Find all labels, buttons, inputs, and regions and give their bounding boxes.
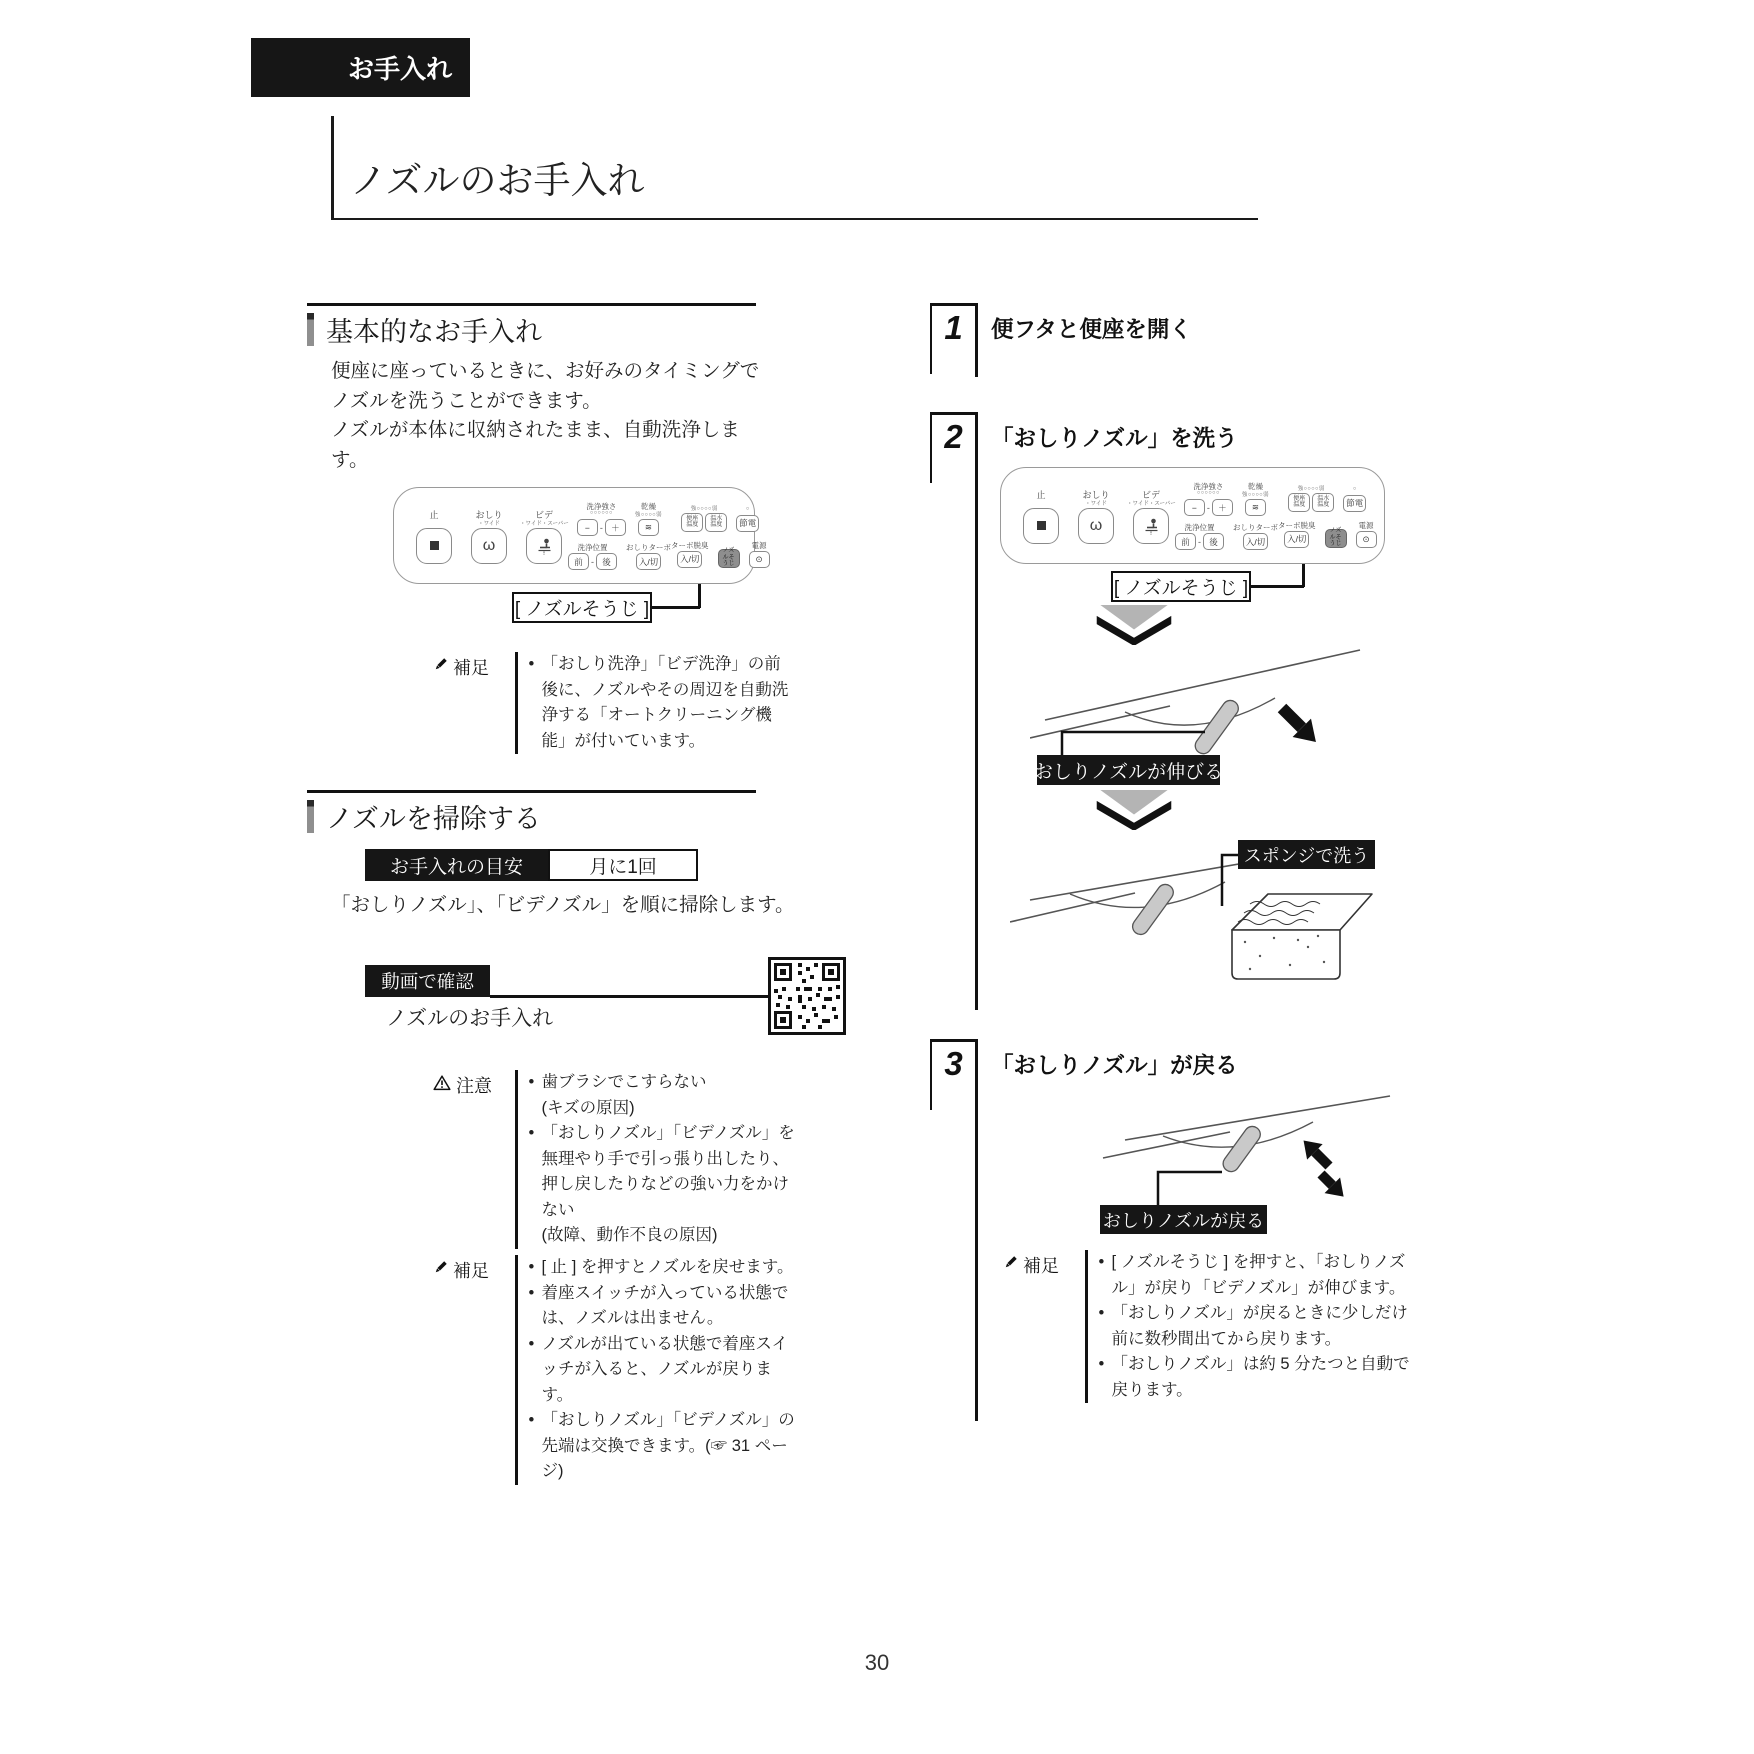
note-item-text: 「おしり洗浄」「ビデ洗浄」の前後に、ノズルやその周辺を自動洗浄する「オートクリーニング機能」が付いています。 — [541, 655, 789, 750]
note-divider — [515, 1255, 518, 1485]
clean-paragraph: 「おしりノズル」、「ビデノズル」を順に掃除します。 — [331, 894, 795, 916]
water-temp-button: 温水温度 — [705, 513, 727, 532]
wash-strength-minus-button: − — [1184, 499, 1205, 516]
note-label: 補足 — [433, 652, 509, 754]
nozzle-extends-label: おしりノズルが伸びる — [1037, 755, 1220, 785]
turbo-deodorize-button: 入/切 — [1284, 531, 1309, 548]
bullet: • — [1098, 1253, 1105, 1271]
remote-stop-button — [1023, 508, 1059, 544]
bullet: • — [528, 1334, 535, 1353]
wash-position-front-button: 前 — [568, 553, 589, 570]
bullet: • — [528, 1283, 535, 1302]
step-number: 3 — [944, 1045, 963, 1082]
note-item — [529, 1255, 797, 1281]
oshiri-turbo-button: 入/切 — [1243, 533, 1268, 550]
note-item — [529, 1281, 797, 1332]
pencil-icon — [433, 1260, 448, 1275]
note-item-reason: (故障、動作不良の原因) — [541, 1226, 718, 1244]
callout-connector-line — [1249, 585, 1304, 588]
note-item — [1099, 1250, 1421, 1301]
power-control: 電源 ⊙ — [749, 540, 770, 568]
remote-stop: 止 — [1017, 488, 1065, 544]
step2-rule — [975, 412, 978, 1010]
return-arrow-down — [1313, 1166, 1351, 1204]
note-item-text: 「おしりノズル」が戻るときに少しだけ前に数秒間出てから戻ります。 — [1111, 1304, 1408, 1348]
stop-icon — [430, 541, 439, 550]
return-arrow-up — [1296, 1133, 1337, 1174]
callout-connector-line — [1302, 564, 1305, 587]
extend-arrow — [1273, 699, 1325, 751]
note-label: 補足 — [433, 1255, 509, 1485]
bullet: • — [528, 1258, 535, 1276]
note-divider — [1085, 1250, 1088, 1403]
turbo-deodorize-control: ターボ脱臭 入/切 — [1278, 520, 1316, 548]
chapter-tab: お手入れ — [251, 38, 470, 97]
remote-oshiri-button — [471, 528, 507, 564]
nozzle — [1220, 1123, 1264, 1174]
note-label: 注意 — [433, 1070, 509, 1249]
step2-number-cell — [930, 412, 975, 483]
dry-control: 乾燥 強○○○○弱 ≋ — [635, 501, 662, 536]
eco-button: 節電 — [1343, 495, 1366, 512]
qr-pattern — [774, 963, 840, 1029]
temperature-controls: 強○○○○弱 便座温度 温水温度 — [1288, 484, 1334, 512]
note-item — [529, 652, 797, 754]
wash-position-front-button: 前 — [1175, 533, 1196, 550]
oshiri-spray-icon: ω — [1089, 516, 1103, 534]
note-item-reason: (キズの原因) — [541, 1098, 635, 1117]
wash-with-sponge-label: スポンジで洗う — [1238, 840, 1375, 869]
eco-control: ○ 節電 — [736, 506, 759, 532]
nozzle-clean-callout: [ ノズルそうじ ] — [512, 592, 652, 623]
video-title: ノズルのお手入れ — [386, 1007, 554, 1030]
note-block — [433, 652, 797, 754]
note-items — [529, 652, 797, 754]
pencil-icon — [1003, 1255, 1018, 1270]
wash-strength-plus-button: ＋ — [1212, 499, 1233, 516]
note-item-text: ノズルが出ている状態で着座スイッチが入ると、ノズルが戻ります。 — [541, 1334, 789, 1404]
warning-icon — [433, 1075, 451, 1091]
wash-strength-control: 洗浄強さ ○○○○○○ − - ＋ — [1184, 481, 1233, 516]
note-divider — [515, 652, 518, 754]
section-heading: 基本的なお手入れ — [326, 317, 542, 347]
wash-position-back-button: 後 — [1203, 533, 1224, 550]
note-item-text: 着座スイッチが入っている状態では、ノズルは出ません。 — [541, 1283, 789, 1327]
callout-connector-line — [698, 584, 701, 608]
note-item — [1099, 1301, 1421, 1352]
step2-title: 「おしりノズル」を洗う — [991, 426, 1238, 451]
step3-title: 「おしりノズル」が戻る — [991, 1053, 1238, 1078]
oshiri-turbo-button: 入/切 — [636, 553, 661, 570]
step1-title: 便フタと便座を開く — [991, 317, 1192, 342]
note-items — [1099, 1250, 1421, 1403]
down-arrow-chevron — [1090, 790, 1178, 830]
step1-number-cell — [930, 303, 975, 374]
note-divider — [515, 1070, 518, 1249]
step3-rule — [975, 1039, 978, 1421]
bide-spray-icon — [535, 537, 553, 555]
note-item-text: [ ノズルそうじ ] を押すと、「おしりノズル」が戻り「ビデノズル」が伸びます。 — [1111, 1253, 1406, 1297]
nozzle-clean-button: ノズルそうじ — [718, 549, 740, 568]
nozzle-clean-control — [1325, 518, 1347, 548]
down-arrow-chevron — [1090, 605, 1178, 645]
step3-number-cell — [930, 1039, 975, 1110]
remote-bide-button — [1133, 508, 1169, 544]
turbo-deodorize-button: 入/切 — [677, 551, 702, 568]
power-button: ⊙ — [749, 551, 770, 568]
step-number: 1 — [944, 309, 963, 346]
note-item-text: [ 止 ] を押すとノズルを戻せます。 — [541, 1258, 794, 1276]
remote-bide: ビデ ・ワイド・スーパー — [520, 508, 568, 564]
bullet: • — [1098, 1304, 1105, 1322]
note-item — [529, 1408, 797, 1485]
oshiri-turbo-control: おしりターボ 入/切 — [626, 542, 671, 570]
dry-button: ≋ — [1245, 499, 1266, 516]
note-items — [529, 1255, 797, 1485]
caution-block — [433, 1070, 797, 1249]
seat-temp-button: 便座温度 — [681, 513, 703, 532]
bullet: • — [528, 1124, 535, 1142]
nozzle-clean-button: ノズルそうじ — [1325, 529, 1347, 548]
nozzle-clean-control — [718, 538, 740, 568]
oshiri-turbo-control: おしりターボ 入/切 — [1233, 522, 1278, 550]
page-title: ノズルのお手入れ — [350, 160, 645, 201]
section-clean-nozzle — [307, 790, 756, 836]
remote-control-panel — [393, 487, 767, 584]
dry-control: 乾燥 強○○○○弱 ≋ — [1242, 481, 1269, 516]
turbo-deodorize-control: ターボ脱臭 入/切 — [671, 540, 709, 568]
note-item-text: 「おしりノズル」「ビデノズル」を無理やり手で引っ張り出したり、押し戻したりなどの強い力をかけない (故障、動作不良の原因) — [542, 1121, 797, 1249]
care-guideline-value: 月に1回 — [548, 849, 698, 881]
callout-connector-line — [650, 606, 700, 609]
note-item — [529, 1070, 797, 1121]
remote-stop: 止 — [410, 508, 458, 564]
wash-strength-minus-button: − — [577, 519, 598, 536]
remote-bide-button — [526, 528, 562, 564]
note-item — [1099, 1352, 1421, 1403]
wash-position-control: 洗浄位置 前 - 後 — [568, 542, 617, 570]
sponge — [1232, 894, 1372, 979]
title-left-bar — [331, 116, 334, 218]
note-item-text: 「おしりノズル」「ビデノズル」の先端は交換できます。(☞ 31 ページ) — [541, 1411, 795, 1480]
note-items — [529, 1070, 797, 1249]
section-basic-care — [307, 303, 756, 349]
remote-oshiri: おしり ・ワイド ω — [1072, 488, 1120, 544]
wash-position-back-button: 後 — [596, 553, 617, 570]
nozzle — [1129, 881, 1176, 937]
note-item-text: 歯ブラシでこすらない (キズの原因) — [542, 1070, 797, 1121]
remote-oshiri: おしり ・ワイド ω — [465, 508, 513, 564]
title-underline — [331, 218, 1258, 220]
remote-stop-button — [416, 528, 452, 564]
note-item-text: 「おしりノズル」は約 5 分たつと自動で戻ります。 — [1111, 1355, 1410, 1399]
stop-icon — [1037, 521, 1046, 530]
video-connector-line — [490, 995, 770, 998]
note-item — [529, 1332, 797, 1409]
section-heading: ノズルを掃除する — [326, 804, 541, 834]
basic-care-paragraph — [331, 357, 763, 475]
video-check-label: 動画で確認 — [365, 965, 490, 997]
dry-button: ≋ — [638, 519, 659, 536]
pencil-icon — [433, 657, 448, 672]
oshiri-spray-icon: ω — [482, 536, 496, 554]
bullet: • — [528, 1073, 535, 1091]
qr-code — [768, 957, 846, 1035]
section-accent-bar — [307, 313, 314, 346]
paragraph-line: 便座に座っているときに、お好みのタイミングでノズルを洗うことができます。 — [331, 360, 760, 412]
water-temp-button: 温水温度 — [1312, 493, 1334, 512]
remote-oshiri-button — [1078, 508, 1114, 544]
wash-position-control: 洗浄位置 前 - 後 — [1175, 522, 1224, 550]
seat-temp-button: 便座温度 — [1288, 493, 1310, 512]
note-item — [529, 1121, 797, 1249]
nozzle — [1192, 697, 1241, 757]
note-block — [433, 1255, 797, 1485]
wash-strength-control: 洗浄強さ ○○○○○○ − - ＋ — [577, 501, 626, 536]
step1-rule — [975, 303, 978, 377]
note-label: 補足 — [1003, 1250, 1079, 1403]
power-button: ⊙ — [1356, 531, 1377, 548]
bullet: • — [528, 1411, 535, 1429]
temperature-controls: 強○○○○弱 便座温度 温水温度 — [681, 504, 727, 532]
paragraph-line: ノズルが本体に収納されたまま、自動洗浄します。 — [331, 419, 740, 471]
bullet: • — [528, 655, 535, 673]
page-number: 30 — [864, 1650, 890, 1675]
note-block — [1003, 1250, 1421, 1403]
section-accent-bar — [307, 800, 314, 833]
wash-strength-plus-button: ＋ — [605, 519, 626, 536]
bide-spray-icon — [1142, 517, 1160, 535]
nozzle-returns-label: おしりノズルが戻る — [1100, 1205, 1267, 1234]
eco-button: 節電 — [736, 515, 759, 532]
power-control: 電源 ⊙ — [1356, 520, 1377, 548]
remote-bide: ビデ ・ワイド・スーパー — [1127, 488, 1175, 544]
eco-control: ○ 節電 — [1343, 486, 1366, 512]
care-guideline-label: お手入れの目安 — [365, 849, 548, 881]
nozzle-clean-callout: [ ノズルそうじ ] — [1111, 571, 1251, 602]
bullet: • — [1098, 1355, 1105, 1373]
remote-control-panel — [1000, 467, 1385, 564]
step-number: 2 — [944, 418, 963, 455]
